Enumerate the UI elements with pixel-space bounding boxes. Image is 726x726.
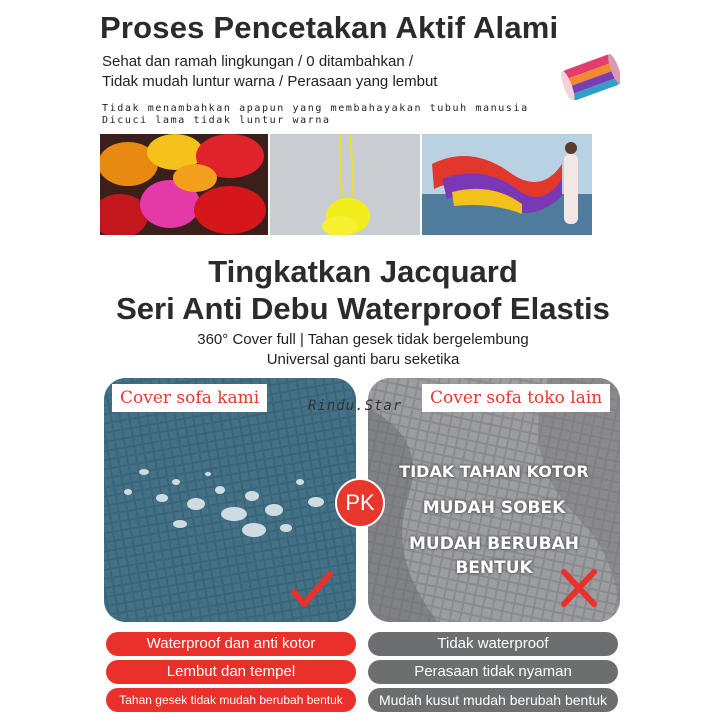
process-subtitle-line1: Sehat dan ramah lingkungan / 0 ditambahkan /	[102, 53, 414, 70]
pigment-bowls-photo	[100, 134, 268, 235]
other-cover-panel	[368, 378, 620, 622]
our-cover-label: Cover sofa kami	[112, 384, 267, 412]
our-point-1: Waterproof dan anti kotor	[106, 632, 356, 656]
other-point-3: Mudah kusut mudah berubah bentuk	[368, 688, 618, 712]
process-note-line1: Tidak menambahkan apapun yang membahayakan tubuh manusia	[102, 103, 529, 114]
process-subtitle-line2: Tidak mudah luntur warna / Perasaan yang lembut	[102, 73, 438, 90]
process-note-line2: Dicuci lama tidak luntur warna	[102, 115, 331, 126]
fabric-spools-image	[560, 54, 620, 100]
other-point-2: Perasaan tidak nyaman	[368, 660, 618, 684]
feature-title-line1: Tingkatkan Jacquard	[208, 254, 518, 289]
our-point-2: Lembut dan tempel	[106, 660, 356, 684]
ink-in-water-photo	[270, 134, 420, 235]
feature-desc-line2: Universal ganti baru seketika	[266, 351, 460, 368]
other-fault-1: TIDAK TAHAN KOTOR	[399, 462, 589, 481]
feature-desc-line1: 360° Cover full | Tahan gesek tidak bergelembung	[197, 331, 529, 348]
other-fault-3: MUDAH BERUBAH	[409, 534, 579, 554]
waterproof-fabric-image	[104, 378, 356, 622]
feature-title-line2: Seri Anti Debu Waterproof Elastis	[116, 291, 610, 326]
our-point-3: Tahan gesek tidak mudah berubah bentuk	[106, 688, 356, 712]
other-fault-2: MUDAH SOBEK	[422, 498, 566, 518]
shop-watermark: Rindu.Star	[308, 398, 403, 414]
scarf-on-beach-photo	[422, 134, 592, 235]
process-title: Proses Pencetakan Aktif Alami	[100, 10, 559, 45]
other-cover-label: Cover sofa toko lain	[422, 384, 610, 412]
our-cover-panel	[104, 378, 356, 622]
vs-badge: PK	[335, 478, 385, 528]
other-point-1: Tidak waterproof	[368, 632, 618, 656]
other-fault-4: BENTUK	[455, 558, 533, 578]
